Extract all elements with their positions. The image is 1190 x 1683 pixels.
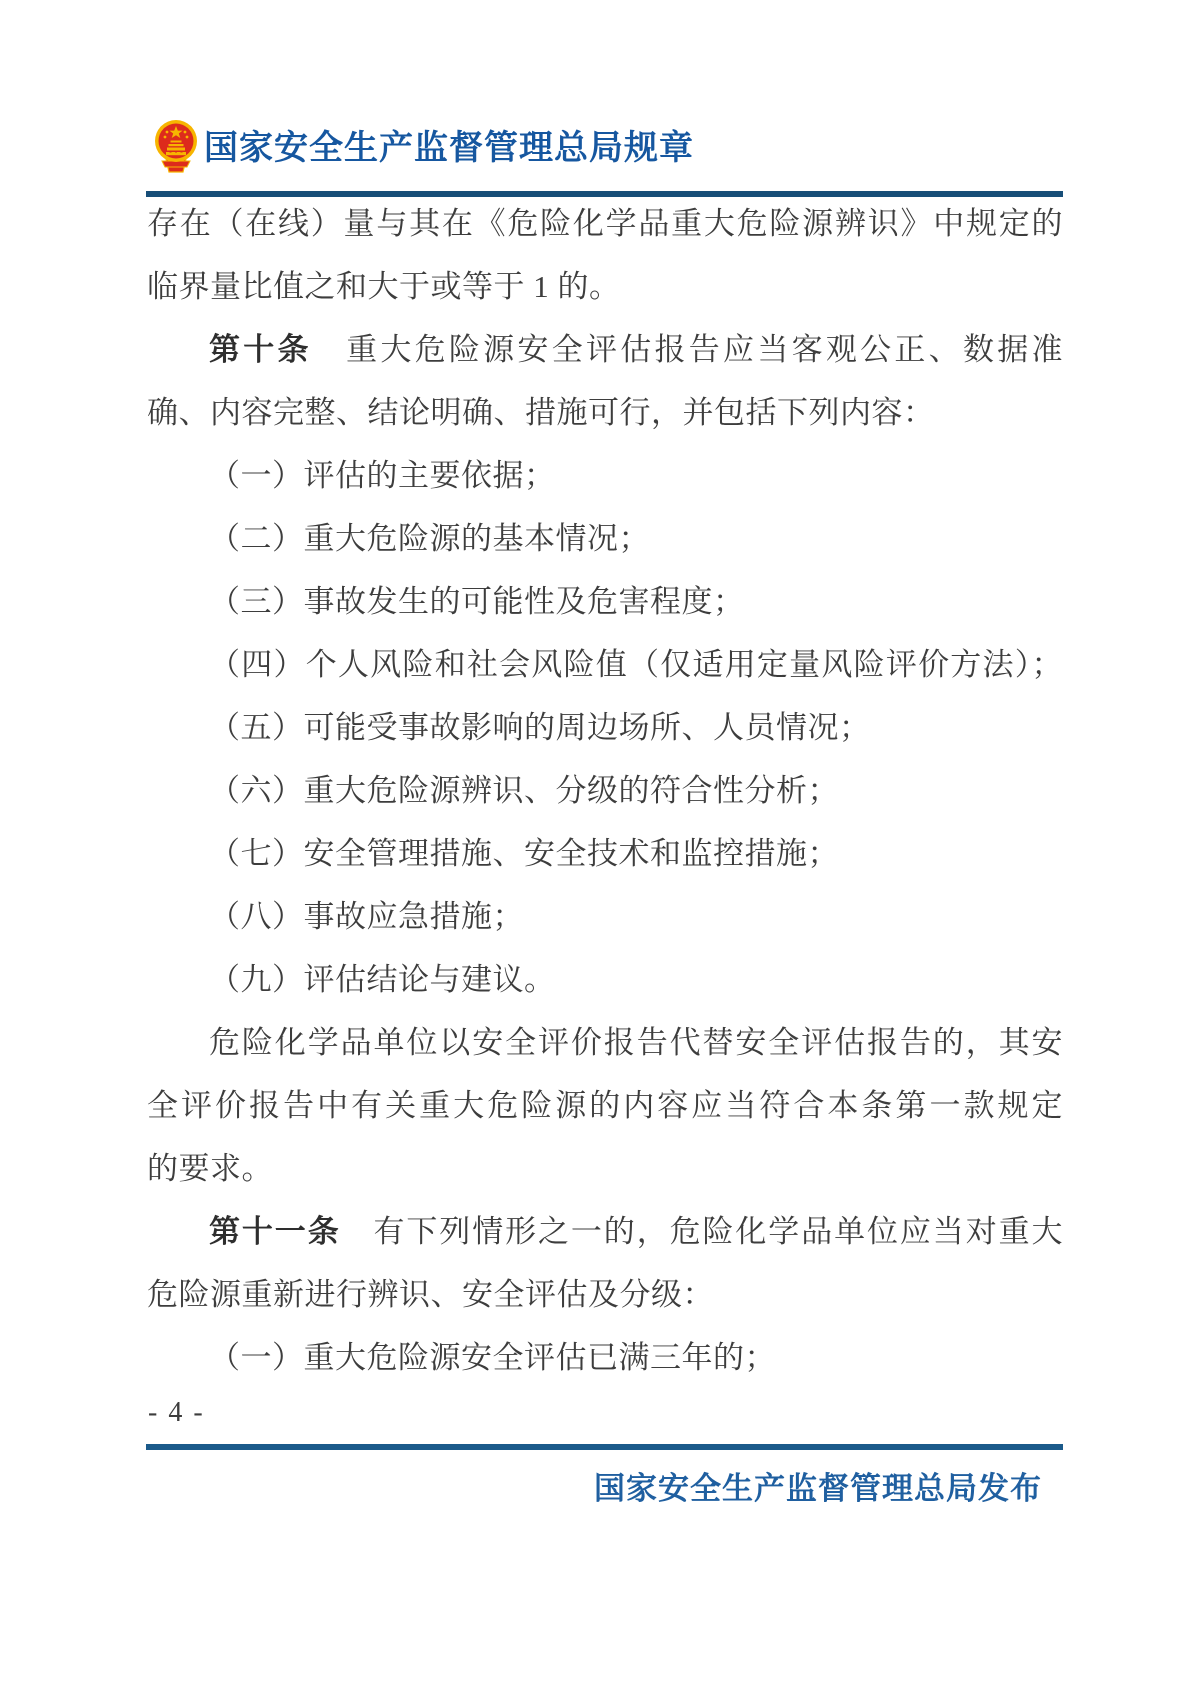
header-title: 国家安全生产监督管理总局规章 — [204, 129, 694, 167]
china-national-emblem-icon — [154, 117, 198, 177]
line-text: 重大危险源安全评估报告应当客观公正、数据准 — [311, 332, 1063, 367]
line-text: （八）事故应急措施； — [209, 899, 524, 934]
text-line — [147, 696, 1063, 759]
text-line — [147, 381, 1063, 444]
line-text: （一）重大危险源安全评估已满三年的； — [209, 1340, 776, 1375]
text-line — [147, 633, 1063, 696]
text-line — [147, 1011, 1063, 1074]
text-line — [147, 507, 1063, 570]
line-text: 临界量比值之和大于或等于 1 的。 — [147, 269, 621, 304]
text-line — [147, 1263, 1063, 1326]
page-number: - 4 - — [148, 1397, 205, 1428]
article-number: 第十一条 — [209, 1214, 341, 1249]
line-text: 全评价报告中有关重大危险源的内容应当符合本条第一款规定 — [147, 1088, 1063, 1123]
line-text: 危险源重新进行辨识、安全评估及分级： — [147, 1277, 714, 1312]
line-text: （五）可能受事故影响的周边场所、人员情况； — [209, 710, 871, 745]
line-text: （一）评估的主要依据； — [209, 458, 556, 493]
article-number: 第十条 — [209, 332, 312, 367]
line-text: 确、内容完整、结论明确、措施可行，并包括下列内容： — [147, 395, 935, 430]
text-line — [147, 570, 1063, 633]
text-line — [147, 255, 1063, 318]
text-line — [147, 948, 1063, 1011]
text-line — [147, 318, 1063, 381]
text-line — [147, 192, 1063, 255]
line-text: 有下列情形之一的，危险化学品单位应当对重大 — [340, 1214, 1064, 1249]
text-line — [147, 822, 1063, 885]
text-line — [147, 885, 1063, 948]
footer-rule — [146, 1444, 1063, 1450]
text-line — [147, 1326, 1063, 1389]
text-line — [147, 1200, 1063, 1263]
text-line — [147, 759, 1063, 822]
line-text: 危险化学品单位以安全评价报告代替安全评估报告的，其安 — [209, 1025, 1063, 1060]
line-text: 的要求。 — [147, 1151, 273, 1186]
line-text: 存在（在线）量与其在《危险化学品重大危险源辨识》中规定的 — [147, 206, 1063, 241]
line-text: （六）重大危险源辨识、分级的符合性分析； — [209, 773, 839, 808]
line-text: （三）事故发生的可能性及危害程度； — [209, 584, 745, 619]
line-text: （九）评估结论与建议。 — [209, 962, 556, 997]
line-text: （七）安全管理措施、安全技术和监控措施； — [209, 836, 839, 871]
text-line — [147, 444, 1063, 507]
text-line — [147, 1137, 1063, 1200]
document-body — [147, 192, 1063, 1389]
line-text: （四）个人风险和社会风险值（仅适用定量风险评价方法）； — [209, 647, 1063, 682]
text-line — [147, 1074, 1063, 1137]
publisher-label: 国家安全生产监督管理总局发布 — [594, 1471, 1042, 1506]
line-text: （二）重大危险源的基本情况； — [209, 521, 650, 556]
